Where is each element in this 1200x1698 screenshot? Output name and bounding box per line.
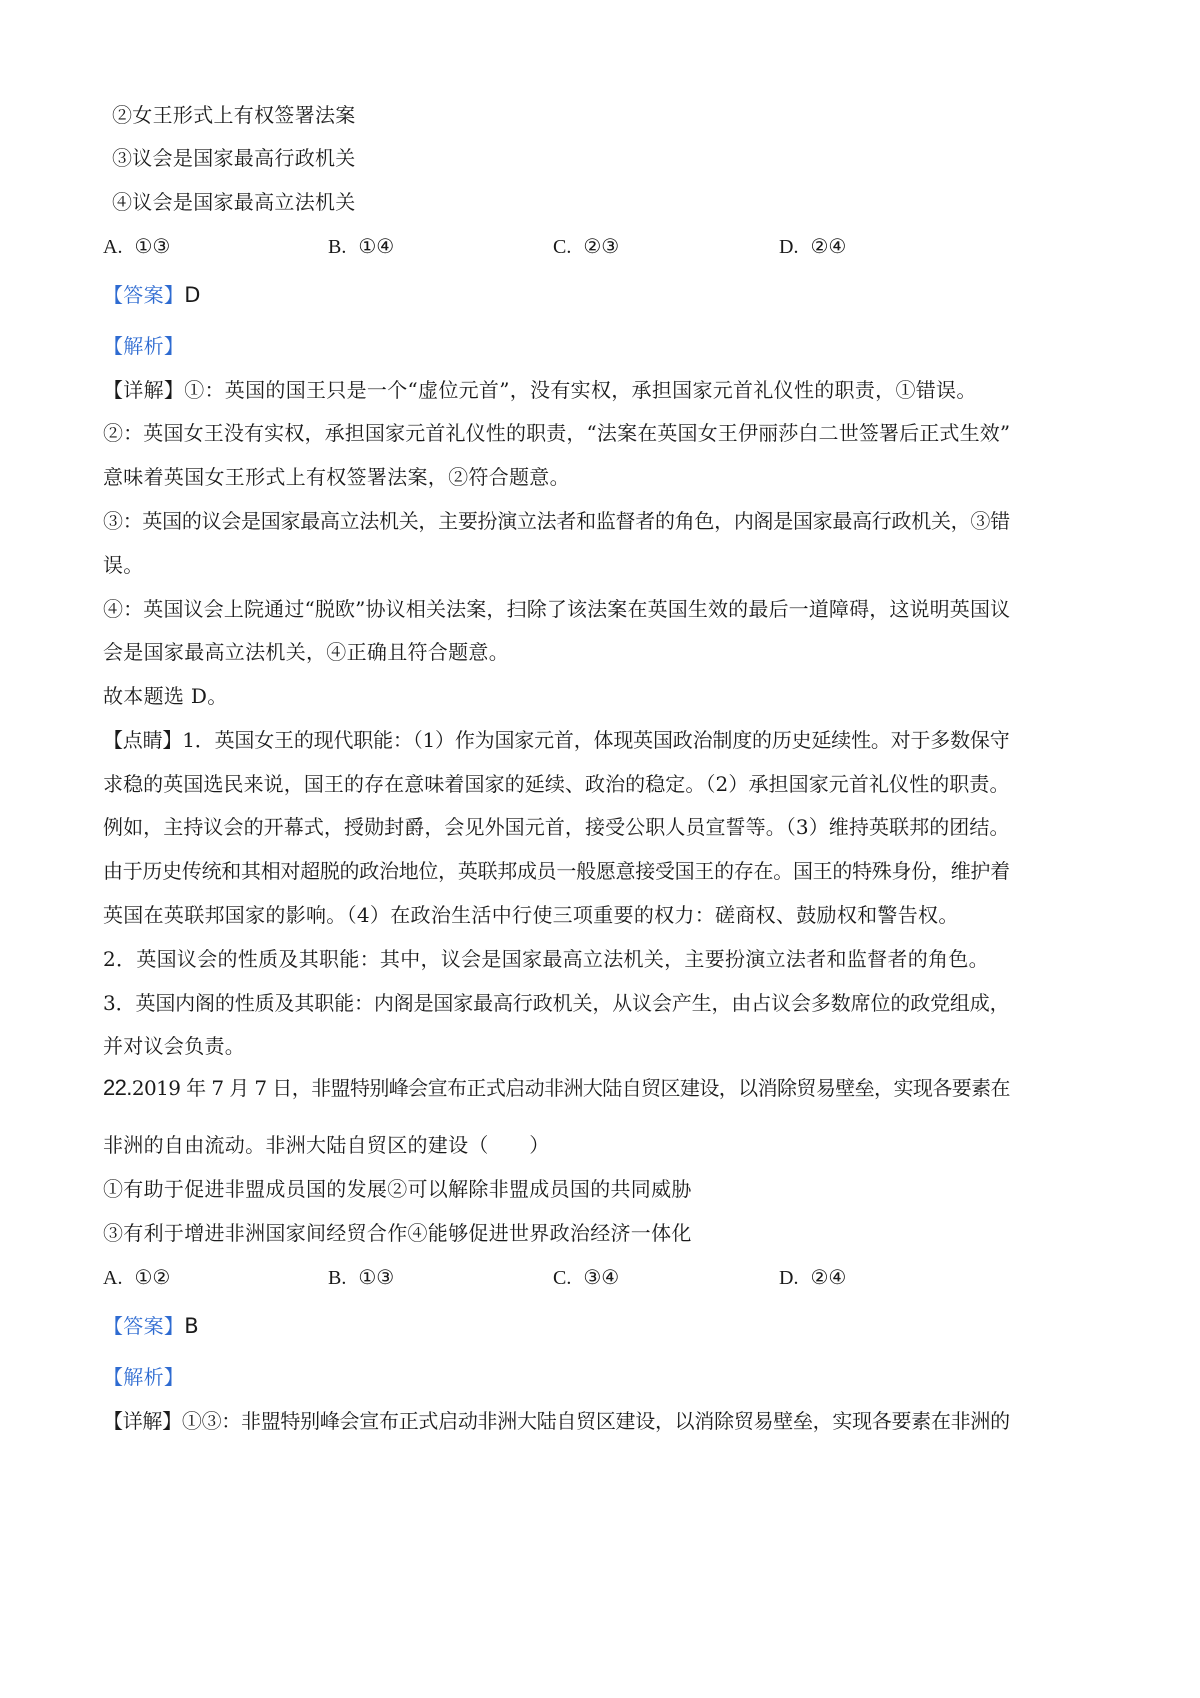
detail-line: 误。 (103, 553, 144, 577)
option-b: B. ①④ (328, 234, 395, 258)
detail-line: ②：英国女王没有实权，承担国家元首礼仪性的职责，“法案在英国女王伊丽莎白二世签署后正式生效” (103, 421, 1011, 445)
detail-line: 2．英国议会的性质及其职能：其中，议会是国家最高立法机关，主要扮演立法者和监督者的角色。 (103, 947, 989, 971)
option-b: B. ①③ (328, 1265, 395, 1289)
detail-line: 【详解】①③：非盟特别峰会宣布正式启动非洲大陆自贸区建设，以消除贸易壁垒，实现各要素在非洲的 (103, 1409, 1010, 1433)
statement-item: ④议会是国家最高立法机关 (112, 190, 356, 214)
detail-line: 故本题选 D。 (103, 684, 228, 708)
statement-item: ③有利于增进非洲国家间经贸合作④能够促进世界政治经济一体化 (103, 1221, 692, 1245)
detail-line: 并对议会负责。 (103, 1034, 246, 1058)
statement-item: ③议会是国家最高行政机关 (112, 146, 356, 170)
option-d: D. ②④ (779, 234, 847, 258)
answer-line (103, 283, 201, 307)
detail-line: ③：英国的议会是国家最高立法机关，主要扮演立法者和监督者的角色，内阁是国家最高行政机关，③错 (103, 509, 1010, 533)
option-c: C. ②③ (553, 234, 620, 258)
option-c: C. ③④ (553, 1265, 620, 1289)
detail-line: 英国在英联邦国家的影响。（4）在政治生活中行使三项重要的权力：磋商权、鼓励权和警告权。 (103, 903, 959, 927)
detail-line: 求稳的英国选民来说，国王的存在意味着国家的延续、政治的稳定。（2）承担国家元首礼仪性的职责。 (103, 772, 1010, 796)
question-stem: 22.2019 年 7 月 7 日，非盟特别峰会宣布正式启动非洲大陆自贸区建设，以消除贸易壁垒，实现各要素在 (103, 1075, 1010, 1100)
answer-tag: 【答案】 (103, 283, 185, 307)
detail-line: 【点睛】1．英国女王的现代职能：（1）作为国家元首，体现英国政治制度的历史延续性。对于多数保守 (103, 728, 1010, 752)
answer-line (103, 1314, 199, 1338)
option-d: D. ②④ (779, 1265, 847, 1289)
option-a: A. ①② (103, 1265, 171, 1289)
statement-item: ②女王形式上有权签署法案 (112, 103, 356, 127)
detail-line: 例如，主持议会的开幕式，授勋封爵，会见外国元首，接受公职人员宣誓等。（3）维持英联邦的团结。 (103, 815, 1010, 839)
analysis-tag: 【解析】 (103, 1365, 185, 1389)
detail-line: 由于历史传统和其相对超脱的政治地位，英联邦成员一般愿意接受国王的存在。国王的特殊身份，维护着 (103, 859, 1010, 883)
detail-line: 3．英国内阁的性质及其职能：内阁是国家最高行政机关，从议会产生，由占议会多数席位的政党组成， (103, 991, 1010, 1015)
detail-line: 会是国家最高立法机关，④正确且符合题意。 (103, 640, 509, 664)
answer-tag: 【答案】 (103, 1314, 185, 1338)
statement-item: ①有助于促进非盟成员国的发展②可以解除非盟成员国的共同威胁 (103, 1177, 692, 1201)
answer-value: D (184, 283, 201, 307)
analysis-tag: 【解析】 (103, 334, 185, 358)
detail-line: 意味着英国女王形式上有权签署法案，②符合题意。 (103, 465, 570, 489)
option-a: A. ①③ (103, 234, 171, 258)
question-number: 22. (103, 1075, 132, 1100)
answer-value: B (184, 1314, 199, 1338)
detail-line: ④：英国议会上院通过“脱欧”协议相关法案，扫除了该法案在英国生效的最后一道障碍，这说明英国议 (103, 597, 1011, 621)
question-stem: 非洲的自由流动。非洲大陆自贸区的建设（ ） (103, 1133, 550, 1157)
detail-line: 【详解】①：英国的国王只是一个“虚位元首”，没有实权，承担国家元首礼仪性的职责，①错误。 (103, 378, 977, 402)
